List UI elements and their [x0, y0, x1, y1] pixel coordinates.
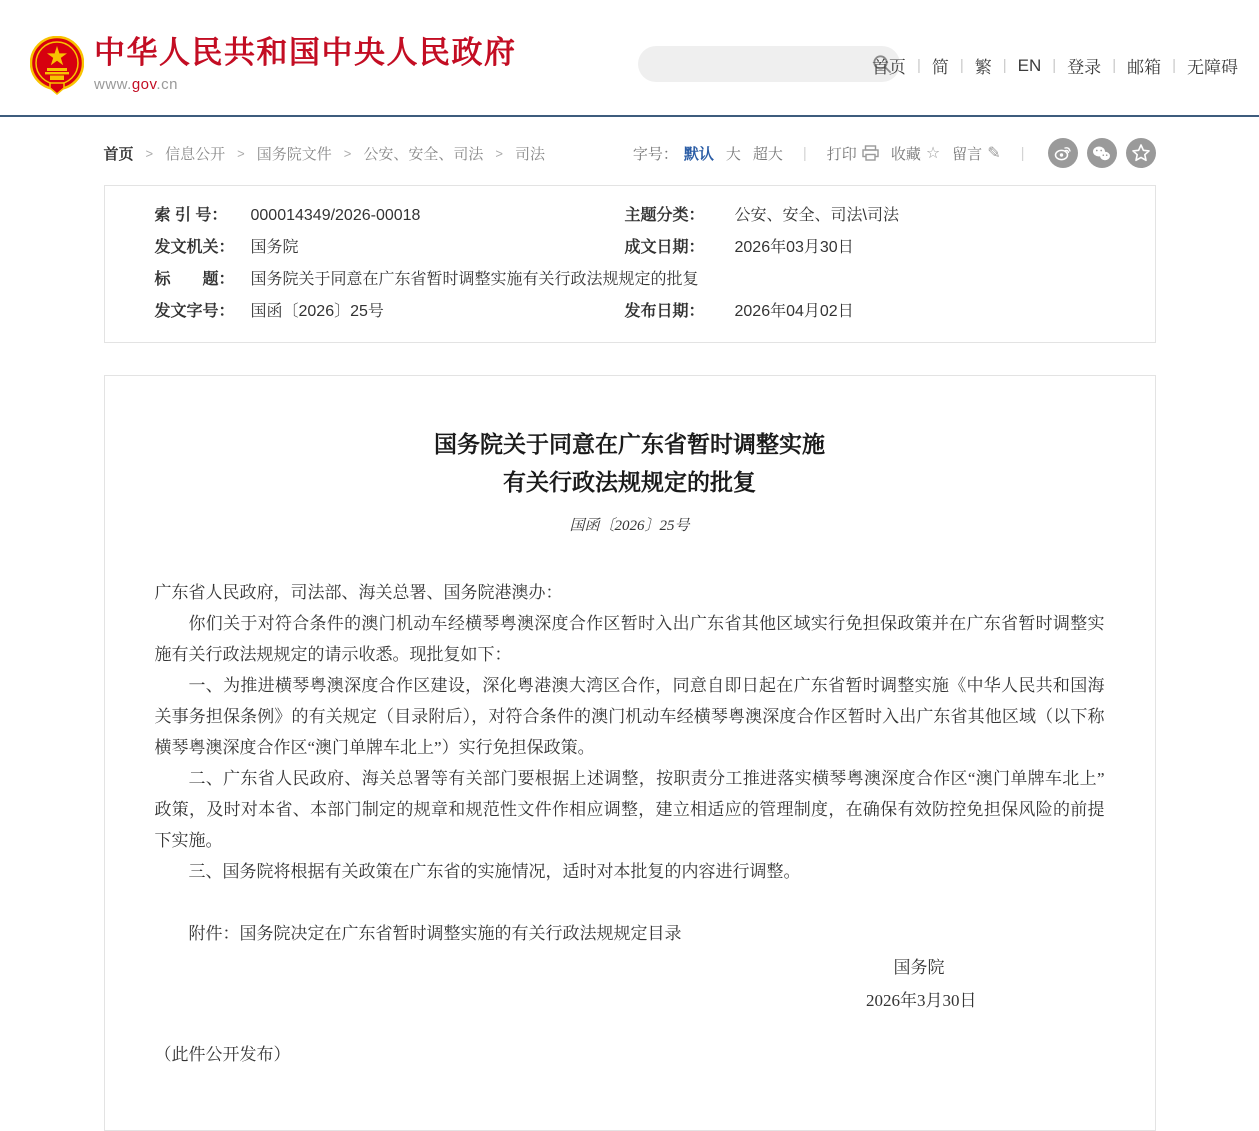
- meta-title-value: 国务院关于同意在广东省暂时调整实施有关行政法规规定的批复: [250, 271, 699, 288]
- breadcrumb-info-disclosure[interactable]: 信息公开: [165, 145, 226, 163]
- meta-doc-no-value: 国函〔2026〕25号: [250, 303, 384, 320]
- nav-separator: |: [1112, 57, 1117, 74]
- meta-issuer-label: 发文机关：: [154, 239, 235, 256]
- breadcrumb-separator: >: [343, 145, 352, 161]
- nav-login[interactable]: 登录: [1067, 58, 1102, 77]
- font-size-default-button[interactable]: 默认: [683, 145, 714, 163]
- national-emblem-icon: [30, 36, 84, 96]
- meta-publish-date-label: 发布日期：: [624, 303, 705, 320]
- table-row: [105, 232, 1155, 264]
- breadcrumb-toolbar-row: [104, 117, 1156, 185]
- meta-table: [105, 200, 1155, 328]
- nav-separator: |: [1052, 57, 1057, 74]
- meta-written-date-label: 成文日期：: [624, 239, 705, 256]
- toolbar-divider: |: [802, 144, 807, 162]
- site-url-www: www.: [94, 76, 132, 93]
- breadcrumb-separator: >: [145, 145, 154, 161]
- site-header: [0, 0, 1259, 117]
- nav-mail[interactable]: 邮箱: [1127, 58, 1162, 77]
- qzone-star-icon: [1132, 144, 1150, 162]
- meta-publish-date-value: 2026年04月02日: [734, 303, 854, 320]
- document-body: [155, 577, 1105, 1070]
- breadcrumb-justice[interactable]: 司法: [514, 145, 545, 163]
- breadcrumb-public-security[interactable]: 公安、安全、司法: [363, 145, 484, 163]
- salutation-paragraph: 广东省人民政府，司法部、海关总署、国务院港澳办：: [154, 583, 563, 602]
- document-title-line2: 有关行政法规规定的批复: [503, 470, 756, 495]
- printer-icon: [862, 145, 879, 161]
- wechat-icon: [1092, 145, 1111, 162]
- font-size-label: 字号：: [632, 145, 678, 163]
- star-icon: ☆: [925, 145, 941, 162]
- wechat-share-button[interactable]: [1087, 138, 1117, 168]
- nav-separator: |: [1172, 57, 1176, 74]
- site-identity: [94, 36, 517, 93]
- document-title-line1: 国务院关于同意在广东省暂时调整实施: [434, 432, 825, 457]
- favorite-label: 收藏: [890, 145, 921, 163]
- breadcrumb-home[interactable]: 首页: [103, 145, 134, 163]
- breadcrumb: [104, 143, 545, 164]
- document-content-box: [104, 375, 1156, 1131]
- nav-separator: |: [916, 57, 921, 74]
- nav-traditional[interactable]: 繁: [974, 58, 992, 77]
- document-meta-box: [104, 185, 1156, 343]
- breadcrumb-separator: >: [495, 145, 503, 161]
- meta-topic-label: 主题分类：: [624, 207, 705, 224]
- attachment-line: 附件：国务院决定在广东省暂时调整实施的有关行政法规规定目录: [188, 924, 682, 943]
- body-paragraph: 你们关于对符合条件的澳门机动车经横琴粤澳深度合作区暂时入出广东省其他区域实行免担保政策并在广东省暂时调整实施有关行政法规规定的请示收悉。现批复如下：: [154, 614, 1105, 664]
- meta-issuer-value: 国务院: [250, 239, 299, 256]
- meta-written-date-value: 2026年03月30日: [734, 239, 854, 256]
- favorite-button[interactable]: [891, 143, 940, 164]
- nav-accessibility[interactable]: 无障碍: [1187, 58, 1238, 77]
- toolbar-divider: |: [1020, 144, 1025, 162]
- nav-separator: |: [959, 57, 964, 74]
- table-row: [105, 296, 1155, 328]
- table-row: [105, 200, 1155, 232]
- body-paragraph: 三、国务院将根据有关政策在广东省的实施情况，适时对本批复的内容进行调整。: [188, 862, 801, 881]
- site-url: [94, 76, 517, 93]
- table-row: [105, 264, 1155, 296]
- font-size-large-button[interactable]: 大: [725, 145, 741, 163]
- nav-separator: |: [1002, 57, 1007, 74]
- weibo-icon: [1054, 144, 1072, 162]
- print-label: 打印: [826, 145, 857, 163]
- print-button[interactable]: [827, 143, 879, 164]
- document-title: [155, 426, 1105, 502]
- comment-label: 留言: [952, 145, 983, 163]
- page-toolbar: [633, 138, 1156, 168]
- site-url-gov: gov: [131, 76, 157, 93]
- search-input[interactable]: [638, 46, 863, 82]
- weibo-share-button[interactable]: [1048, 138, 1078, 168]
- body-paragraph: 一、为推进横琴粤澳深度合作区建设，深化粤港澳大湾区合作，同意自即日起在广东省暂时调整实施《中华人民共和国海关事务担保条例》的有关规定（目录附后），对符合条件的澳门机动车经横琴粤澳深度合作区暂时入出广东省其他区域（以下称横琴粤澳深度合作区“澳门单牌车北上”）实行免担保政策。: [154, 676, 1105, 757]
- meta-topic-value: 公安、安全、司法\司法: [734, 207, 899, 224]
- meta-index-value: 000014349/2026-00018: [250, 207, 421, 224]
- site-title: 中华人民共和国中央人民政府: [94, 35, 517, 70]
- signature-block: [155, 951, 1105, 1017]
- meta-doc-no-label: 发文字号：: [154, 303, 235, 320]
- signer: 国务院: [893, 958, 945, 977]
- nav-simplified[interactable]: 简: [931, 58, 949, 77]
- breadcrumb-separator: >: [237, 145, 245, 161]
- meta-index-label: 索 引 号：: [154, 207, 228, 224]
- top-nav: [870, 53, 1240, 78]
- meta-title-label: 标 题：: [154, 271, 235, 288]
- document-number: 国函〔2026〕25号: [569, 518, 690, 534]
- qzone-share-button[interactable]: [1126, 138, 1156, 168]
- site-url-cn: .cn: [156, 76, 178, 93]
- public-release-note: （此件公开发布）: [154, 1045, 291, 1064]
- sign-date: 2026年3月30日: [866, 991, 977, 1010]
- body-paragraph: 二、广东省人民政府、海关总署等有关部门要根据上述调整，按职责分工推进落实横琴粤澳深度合作区“澳门单牌车北上”政策，及时对本省、本部门制定的规章和规范性文件作相应调整，建立相适应的管理制度，在确保有效防控免担保风险的前提下实施。: [154, 769, 1105, 850]
- nav-home[interactable]: 首页: [871, 58, 906, 77]
- pencil-icon: ✎: [987, 145, 1001, 162]
- breadcrumb-state-council-docs[interactable]: 国务院文件: [256, 145, 332, 163]
- font-size-xlarge-button[interactable]: 超大: [752, 145, 783, 163]
- search-box: [638, 46, 900, 82]
- nav-english[interactable]: EN: [1017, 55, 1042, 75]
- comment-button[interactable]: [952, 143, 1000, 164]
